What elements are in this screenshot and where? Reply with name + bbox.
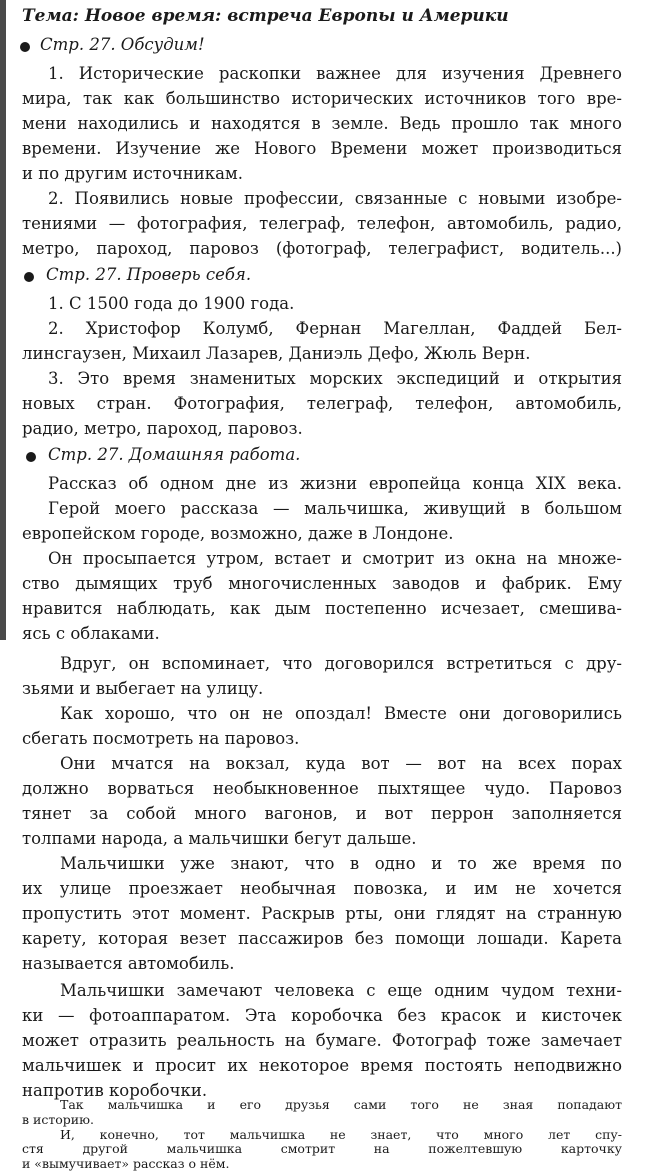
text-line: Мальчишки замечают человека с еще одним чудом техни- (60, 981, 622, 1000)
text-line: пропустить этот момент. Раскрыв рты, они глядят на странную (22, 904, 622, 923)
text-line: 2. Христофор Колумб, Фернан Магеллан, Фаддей Бел- (48, 319, 622, 338)
text-line: сбегать посмотреть на паровоз. (22, 729, 300, 748)
text-line: мира, так как большинство исторических источников того вре- (22, 89, 622, 108)
text-line: мени находились и находятся в земле. Ведь прошло так много (22, 114, 622, 133)
text-line: может отразить реальность на бумаге. Фотограф тоже замечает (22, 1031, 622, 1050)
text-line: напротив коробочки. (22, 1081, 208, 1100)
text-line: новых стран. Фотография, телеграф, телефон, автомобиль, (22, 394, 622, 413)
text-line: европейском городе, возможно, даже в Лондоне. (22, 524, 454, 543)
text-line: Как хорошо, что он не опоздал! Вместе они договорились (60, 704, 622, 723)
text-line: Рассказ об одном дне из жизни европейца конца XIX века. (48, 474, 622, 493)
section-heading: Стр. 27. Проверь себя. (46, 265, 252, 284)
text-line: 1. С 1500 года до 1900 года. (48, 294, 295, 313)
section-heading: Стр. 27. Обсудим! (40, 35, 205, 54)
section-bullet-icon (24, 272, 34, 282)
text-line: называется автомобиль. (22, 954, 235, 973)
text-line: толпами народа, а мальчишки бегут дальше. (22, 829, 417, 848)
text-line: времени. Изучение же Нового Времени может производиться (22, 139, 622, 158)
text-line: карету, которая везет пассажиров без помощи лошади. Карета (22, 929, 622, 948)
section-bullet-icon (20, 42, 30, 52)
text-line: ясь с облаками. (22, 624, 160, 643)
section-heading: Стр. 27. Домашняя работа. (48, 445, 301, 464)
text-line: тянет за собой много вагонов, и вот перрон заполняется (22, 804, 622, 823)
text-line: Мальчишки уже знают, что в одно и то же время по (60, 854, 622, 873)
text-line: и по другим источникам. (22, 164, 244, 183)
text-line: тениями — фотография, телеграф, телефон, автомобиль, радио, (22, 214, 622, 233)
text-line: и «вымучивает» рассказ о нём. (22, 1156, 230, 1172)
text-line: Он просыпается утром, встает и смотрит из окна на множе- (48, 549, 622, 568)
text-line: Они мчатся на вокзал, куда вот — вот на всех порах (60, 754, 622, 773)
text-line: радио, метро, пароход, паровоз. (22, 419, 303, 438)
text-line: нравится наблюдать, как дым постепенно исчезает, смешива- (22, 599, 622, 618)
text-line: линсгаузен, Михаил Лазарев, Даниэль Дефо, Жюль Верн. (22, 344, 531, 363)
text-line: Вдруг, он вспоминает, что договорился встретиться с дру- (60, 654, 622, 673)
text-line: ство дымящих труб многочисленных заводов и фабрик. Ему (22, 574, 622, 593)
text-line: Так мальчишка и его друзья сами того не зная попадают (60, 1097, 622, 1112)
page-edge-shadow (0, 0, 6, 640)
text-line: Герой моего рассказа — мальчишка, живущий в большом (48, 499, 622, 518)
text-line: 1. Исторические раскопки важнее для изучения Древнего (48, 64, 622, 83)
text-line: в историю. (22, 1111, 94, 1127)
text-line: мальчишек и просит их некоторое время постоять неподвижно (22, 1056, 622, 1075)
text-line: 3. Это время знаменитых морских экспедиций и открытия (48, 369, 622, 388)
text-line: И, конечно, тот мальчишка не знает, что много лет спу- (60, 1126, 622, 1142)
text-line: 2. Появились новые профессии, связанные с новыми изобре- (48, 189, 622, 208)
text-line: метро, пароход, паровоз (фотограф, телеграфист, водитель...) (22, 239, 622, 258)
section-bullet-icon (26, 452, 36, 462)
page-title: Тема: Новое время: встреча Европы и Америки (22, 6, 509, 26)
text-line: стя другой мальчишка смотрит на пожелтевшую карточку (22, 1141, 622, 1157)
text-line: должно ворваться необыкновенное пыхтящее чудо. Паровоз (22, 779, 622, 798)
text-line: зьями и выбегает на улицу. (22, 679, 264, 698)
text-line: ки — фотоаппаратом. Эта коробочка без красок и кисточек (22, 1006, 622, 1025)
text-line: их улице проезжает необычная повозка, и им не хочется (22, 879, 622, 898)
